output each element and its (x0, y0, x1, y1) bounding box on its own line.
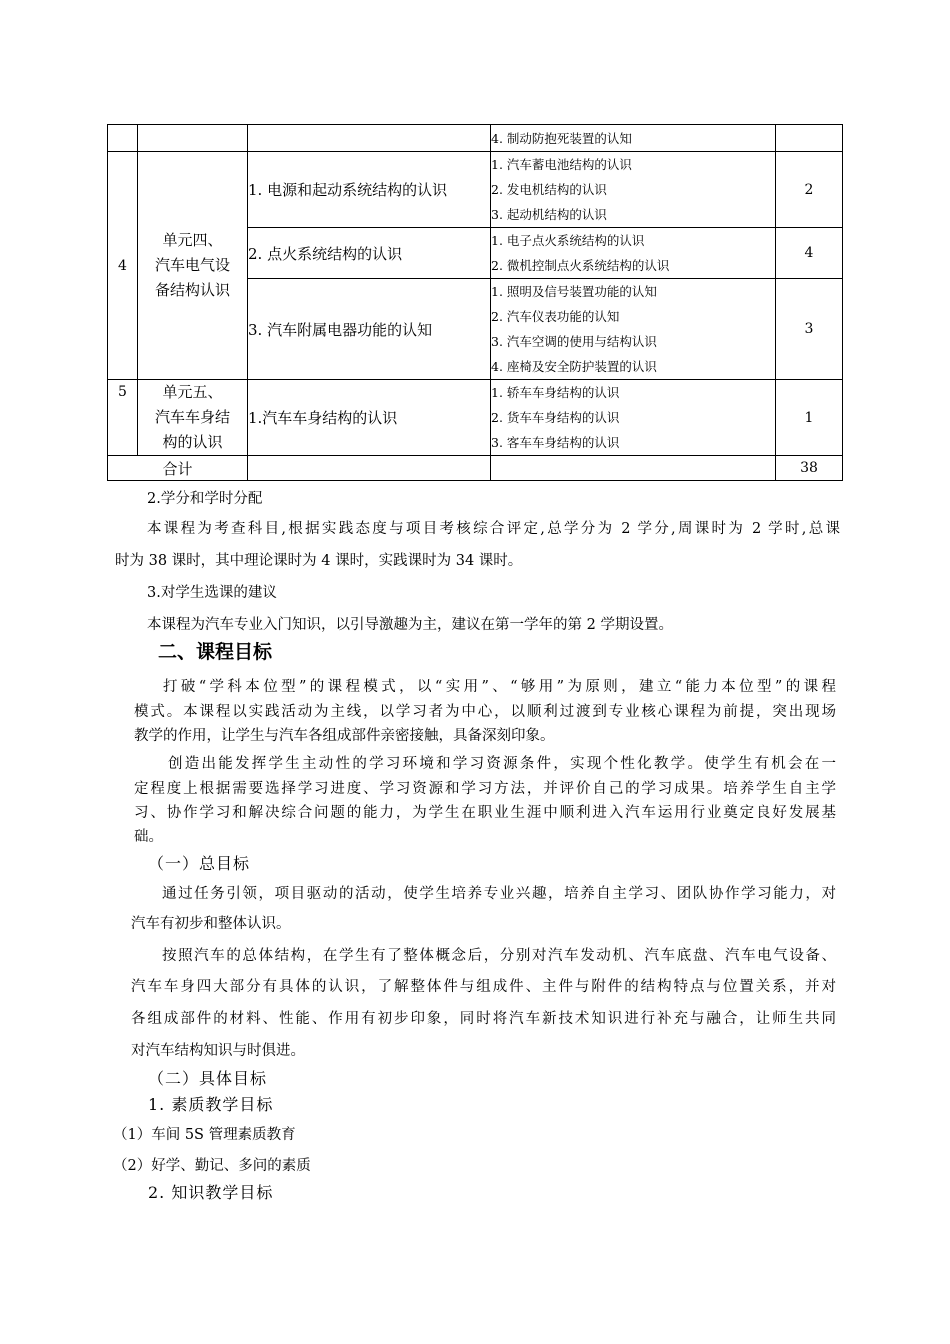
paragraph-line: 教学的作用，让学生与汽车各组成部件亲密接触，具备深刻印象。 (134, 728, 555, 744)
task-label: 3. 汽车附属电器功能的认知 (248, 279, 491, 380)
list-item: 3. 汽车空调的使用与结构认识 (491, 334, 657, 349)
total-hours: 38 (776, 456, 843, 481)
paragraph-line: 础。 (134, 829, 163, 845)
task-label: 1. 电源和起动系统结构的认识 (248, 152, 491, 228)
task-items (491, 228, 776, 279)
task-hours: 1 (776, 380, 843, 456)
unit-name: 单元五、 汽车车身结 构的认识 (138, 380, 248, 456)
paragraph-line: 模式。本课程以实践活动为主线，以学习者为中心，以顺利过渡到专业核心课程为前提，突出现场 (134, 704, 836, 720)
course-schedule-table (107, 124, 843, 481)
task-hours: 4 (776, 228, 843, 279)
paragraph-line: 通过任务引领，项目驱动的活动，使学生培养专业兴趣，培养自主学习、团队协作学习能力，对 (162, 886, 836, 902)
section-title: 2.学分和学时分配 (147, 491, 263, 507)
table-row (108, 456, 843, 481)
subsection-title: 2. 知识教学目标 (148, 1183, 274, 1202)
paragraph-line: 汽车有初步和整体认识。 (131, 916, 291, 932)
task-hours: 3 (776, 279, 843, 380)
section-title: 3.对学生选课的建议 (147, 585, 277, 601)
list-item: 3. 起动机结构的认识 (491, 207, 607, 222)
task-items (491, 279, 776, 380)
subsection-title: 1. 素质教学目标 (148, 1095, 274, 1114)
list-item: 4. 制动防抱死装置的认知 (491, 130, 632, 146)
list-item: 1. 电子点火系统结构的认识 (491, 233, 645, 248)
paragraph-line: 本课程为汽车专业入门知识，以引导激趣为主，建议在第一学年的第 2 学期设置。 (147, 617, 673, 633)
paragraph-line: 创造出能发挥学生主动性的学习环境和学习资源条件，实现个性化教学。使学生有机会在一 (168, 756, 836, 772)
table-row (108, 380, 843, 456)
total-label: 合计 (108, 456, 248, 481)
paragraph-line: 定程度上根据需要选择学习进度、学习资源和学习方法，并评价自己的学习成果。培养学生自主学 (134, 781, 836, 797)
task-label: 2. 点火系统结构的认识 (248, 228, 491, 279)
paragraph-line: 各组成部件的材料、性能、作用有初步印象，同时将汽车新技术知识进行补充与融合，让师生共同 (131, 1011, 836, 1027)
list-item: 4. 座椅及安全防护装置的认识 (491, 359, 657, 374)
list-item: 2. 货车车身结构的认识 (491, 410, 620, 425)
list-item: 1. 汽车蓄电池结构的认识 (491, 157, 632, 172)
subsection-title: （一）总目标 (148, 854, 251, 873)
list-item: 2. 微机控制点火系统结构的认识 (491, 258, 670, 273)
table-row (108, 152, 843, 228)
table-row (108, 125, 843, 152)
paragraph-line: 按照汽车的总体结构，在学生有了整体概念后，分别对汽车发动机、汽车底盘、汽车电气设备、 (162, 948, 836, 964)
paragraph-line: 打破“学科本位型”的课程模式，以“实用”、“够用”为原则，建立“能力本位型”的课程 (163, 679, 836, 695)
unit-number: 4 (108, 152, 138, 380)
unit-number: 5 (108, 380, 138, 456)
subsection-title: （二）具体目标 (148, 1069, 268, 1088)
task-items (491, 380, 776, 456)
task-hours: 2 (776, 152, 843, 228)
list-item: （1）车间 5S 管理素质教育 (113, 1127, 296, 1143)
list-item: 3. 客车车身结构的认识 (491, 435, 620, 450)
task-label: 1.汽车车身结构的认识 (248, 380, 491, 456)
paragraph-line: 对汽车结构知识与时俱进。 (131, 1043, 305, 1059)
task-items (491, 152, 776, 228)
paragraph-line: 本课程为考查科目,根据实践态度与项目考核综合评定,总学分为 2 学分,周课时为 2 学时,总课 (147, 521, 840, 537)
page-heading: 二、课程目标 (158, 641, 273, 663)
list-item: （2）好学、勤记、多问的素质 (113, 1158, 311, 1174)
paragraph-line: 时为 38 课时，其中理论课时为 4 课时，实践课时为 34 课时。 (115, 553, 523, 569)
list-item: 1. 轿车车身结构的认识 (491, 385, 620, 400)
list-item: 2. 发电机结构的认识 (491, 182, 607, 197)
paragraph-line: 习、协作学习和解决综合问题的能力，为学生在职业生涯中顺利进入汽车运用行业奠定良好发展基 (134, 805, 836, 821)
unit-name: 单元四、 汽车电气设 备结构认识 (138, 152, 248, 380)
list-item: 2. 汽车仪表功能的认知 (491, 309, 620, 324)
list-item: 1. 照明及信号装置功能的认知 (491, 284, 657, 299)
paragraph-line: 汽车车身四大部分有具体的认识，了解整体件与组成件、主件与附件的结构特点与位置关系，并对 (131, 979, 836, 995)
